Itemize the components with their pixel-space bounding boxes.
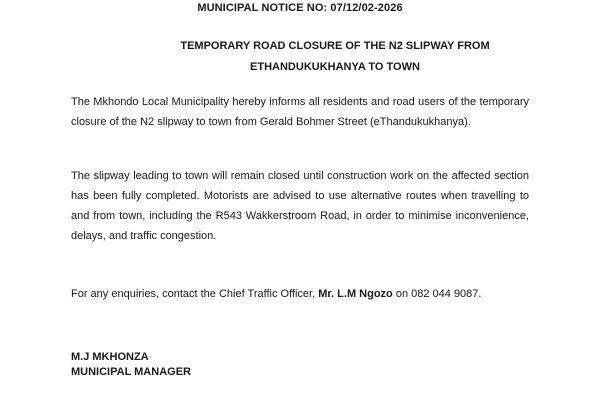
- closure-announcement-paragraph: The Mkhondo Local Municipality hereby informs all residents and road users of the temporary closure of the N2 slipway to town from Gerald Bohmer Street (eThandukukhanya).: [71, 96, 529, 128]
- contact-person-name: Mr. L.M Ngozo: [318, 288, 393, 300]
- notice-number-heading: MUNICIPAL NOTICE NO: 07/12/02-2026: [197, 2, 403, 14]
- signatory-title: MUNICIPAL MANAGER: [71, 366, 191, 378]
- enquiries-paragraph: [71, 284, 529, 304]
- notice-subject: [140, 36, 530, 78]
- alternative-routes-paragraph: The slipway leading to town will remain closed until construction work on the affected section has been fully completed. Motorists are advised to use alternative routes when travelling to and from town, including the R543 Wakkerstroom Road, in order to minimise inconvenience, delays, and traffic congestion.: [71, 170, 529, 242]
- subject-line-1: TEMPORARY ROAD CLOSURE OF THE N2 SLIPWAY FROM: [180, 40, 490, 52]
- enquiries-prefix: For any enquiries, contact the Chief Traffic Officer,: [71, 288, 316, 300]
- signature-block: [71, 350, 191, 380]
- signatory-name: M.J MKHONZA: [71, 351, 149, 363]
- subject-line-2: ETHANDUKUKHANYA TO TOWN: [250, 61, 420, 73]
- enquiries-phone: on 082 044 9087.: [395, 288, 482, 300]
